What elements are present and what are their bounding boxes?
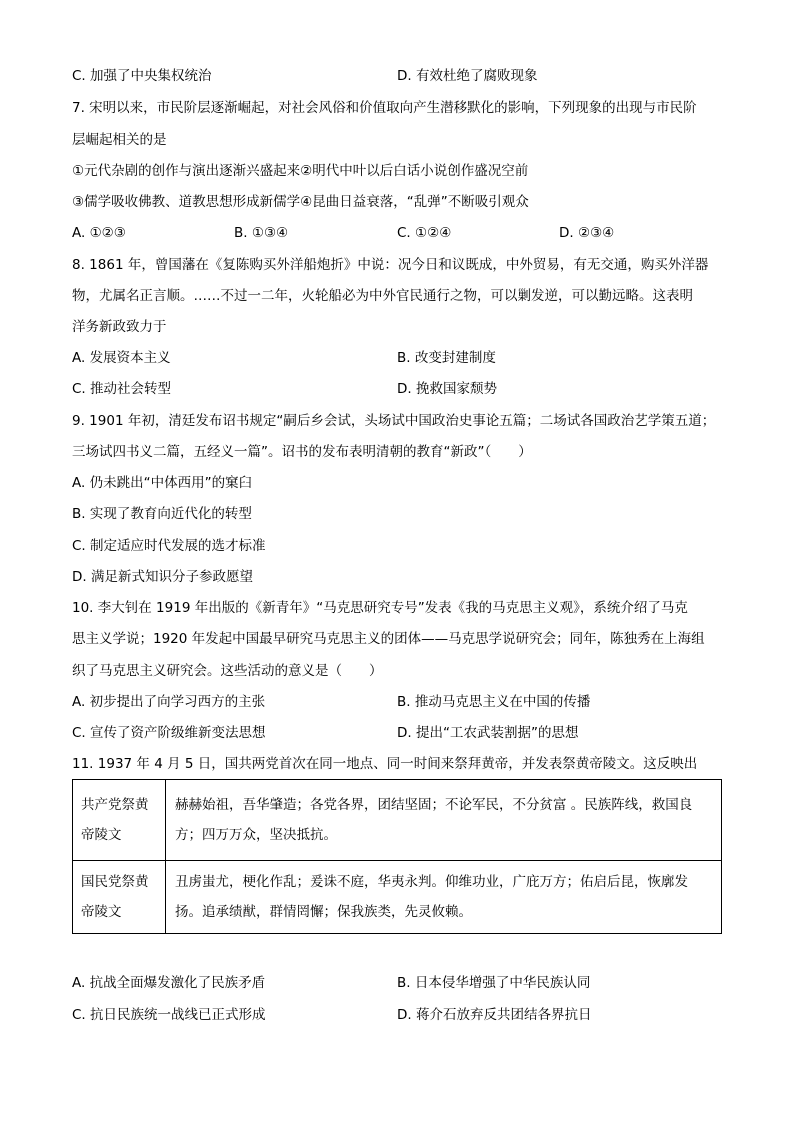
q9-option-c: C. 制定适应时代发展的选才标准 (72, 538, 266, 554)
q8-stem-line-3: 洋务新政致力于 (72, 319, 167, 335)
table-row-header (73, 861, 166, 934)
q10-stem-line-1: 10. 李大钊在 1919 年出版的《新青年》“马克思研究专号”发表《我的马克思主义观》，系统介绍了马克 (72, 600, 688, 616)
row-header-line: 共产党祭黄 (81, 797, 149, 813)
q7-option-b: B. ①③④ (234, 225, 289, 241)
q8-stem-line-1: 8. 1861 年，曾国藩在《复陈购买外洋船炮折》中说：况今日和议既成，中外贸易，有无交通，购买外洋器 (72, 257, 709, 273)
q11-option-b: B. 日本侵华增强了中华民族认同 (397, 975, 591, 991)
q7-stem-line-2: 层崛起相关的是 (72, 132, 167, 148)
q11-stem: 11. 1937 年 4 月 5 日，国共两党首次在同一地点、同一时间来祭拜黄帝，并发表祭黄帝陵文。这反映出 (72, 756, 698, 772)
q10-option-a: A. 初步提出了向学习西方的主张 (72, 694, 266, 710)
q6-option-c: C. 加强了中央集权统治 (72, 68, 212, 84)
row-text-line: 丑虏蚩尤，梗化作乱；爰诛不庭，华夷永判。仰维功业，广庇万方；佑启后昆，恢廓发 (175, 874, 688, 890)
row-header-line: 帝陵文 (81, 904, 122, 920)
q11-table (72, 779, 722, 934)
table-row-header (73, 780, 166, 861)
q7-option-c: C. ①②④ (397, 225, 452, 241)
q7-stem-line-4: ③儒学吸收佛教、道教思想形成新儒学④昆曲日益衰落，“乱弹”不断吸引观众 (72, 194, 529, 210)
q6-option-d: D. 有效杜绝了腐败现象 (397, 68, 538, 84)
q7-option-d: D. ②③④ (559, 225, 615, 241)
q8-option-a: A. 发展资本主义 (72, 350, 171, 366)
q7-option-a: A. ①②③ (72, 225, 126, 241)
q10-option-c: C. 宣传了资产阶级维新变法思想 (72, 725, 266, 741)
q10-option-b: B. 推动马克思主义在中国的传播 (397, 694, 591, 710)
q9-stem-line-2: 三场试四书义二篇，五经义一篇”。诏书的发布表明清朝的教育“新政”（ ） (72, 444, 532, 460)
q11-option-d: D. 蒋介石放弃反共团结各界抗日 (397, 1007, 592, 1023)
q8-option-d: D. 挽救国家颓势 (397, 381, 497, 397)
table-row (73, 780, 722, 861)
q10-stem-line-2: 思主义学说；1920 年发起中国最早研究马克思主义的团体——马克思学说研究会；同年，陈独秀在上海组 (72, 631, 705, 647)
table-row-text (166, 780, 722, 861)
row-text-line: 方；四万万众，坚决抵抗。 (175, 827, 337, 843)
q8-option-b: B. 改变封建制度 (397, 350, 496, 366)
row-text-line: 扬。追承绩猷，群情罔懈；保我族类，先灵攸赖。 (175, 904, 472, 920)
q10-stem-line-3: 织了马克思主义研究会。这些活动的意义是（ ） (72, 663, 383, 679)
row-header-line: 国民党祭黄 (81, 874, 149, 890)
row-text-line: 赫赫始祖，吾华肇造；各党各界，团结坚固；不论军民，不分贫富 。民族阵线，救国良 (175, 797, 693, 813)
table-row (73, 861, 722, 934)
row-header-line: 帝陵文 (81, 827, 122, 843)
q7-stem-line-1: 7. 宋明以来，市民阶层逐渐崛起，对社会风俗和价值取向产生潜移默化的影响，下列现象的出现与市民阶 (72, 100, 697, 116)
table-row-text (166, 861, 722, 934)
q11-option-c: C. 抗日民族统一战线已正式形成 (72, 1007, 266, 1023)
q9-option-b: B. 实现了教育向近代化的转型 (72, 506, 252, 522)
q11-option-a: A. 抗战全面爆发激化了民族矛盾 (72, 975, 266, 991)
q8-option-c: C. 推动社会转型 (72, 381, 172, 397)
q9-option-d: D. 满足新式知识分子参政愿望 (72, 569, 253, 585)
q8-stem-line-2: 物，尤属名正言顺。……不过一二年，火轮船必为中外官民通行之物，可以剿发逆，可以勤远略。这表明 (72, 288, 693, 304)
q7-stem-line-3: ①元代杂剧的创作与演出逐渐兴盛起来②明代中叶以后白话小说创作盛况空前 (72, 163, 529, 179)
q10-option-d: D. 提出“工农武装割据”的思想 (397, 725, 579, 741)
q9-stem-line-1: 9. 1901 年初，清廷发布诏书规定“嗣后乡会试，头场试中国政治史事论五篇；二场试各国政治艺学策五道； (72, 413, 716, 429)
q9-option-a: A. 仍未跳出“中体西用”的窠臼 (72, 475, 253, 491)
